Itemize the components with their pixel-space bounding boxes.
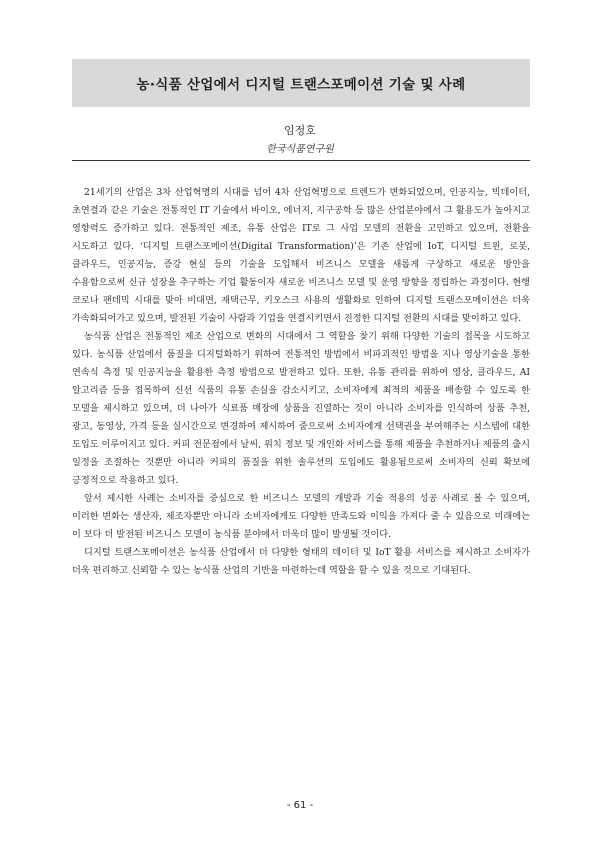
paragraph: 앞서 제시한 사례는 소비자를 중심으로 한 비즈니스 모델의 개발과 기술 적용의 성공 사례로 볼 수 있으며, 이러한 변화는 생산자, 제조자뿐만 아니라 소비자에게도 다양한 만족도와 이익을 가져다 줄 수 있음으로 미래에는 이 보다 더 발전된 비즈니스 모델이 농식품 분야에서 더욱더 많이 발생될 것이다. bbox=[72, 493, 530, 540]
paragraph: 21세기의 산업은 3차 산업혁명의 시대를 넘어 4차 산업혁명으로 트렌드가 변화되었으며, 인공지능, 빅데이터, 초연결과 같은 기술은 전통적인 IT 기술에서 바이오, 에너지, 지구공학 등 많은 산업분야에서 그 활용도가 높아지고 영향력도 증가하고 있다. 전통적인 제조, 유통 산업은 IT로 그 사업 모델의 전환을 고민하고 있으며, 전환을 시도하고 있다. ‘디지털 트랜스포메이션(Digital Transformation)’은 기존 산업에 IoT, 디지털 트윈, 로봇, 클라우드, 인공지능, 증강 현실 등의 기술을 도입해서 비즈니스 모델을 새롭게 구상하고 새로운 방안을 수용함으로써 신규 성장을 추구하는 기업 활동이자 새로운 비즈니스 모델 및 운영 방향을 정립하는 과정이다. 현행 코로나 팬데믹 시대를 맞아 비대면, 재택근무, 키오스크 사용의 생활화로 인하여 디지털 트랜스포메이션은 더욱 가속화되어가고 있으며, 발전된 기술이 사람과 기업을 연결시키면서 진정한 디지털 전환의 시대를 맞이하고 있다. bbox=[72, 187, 530, 324]
page-title: 농·식품 산업에서 디지털 트랜스포메이션 기술 및 사례 bbox=[136, 77, 466, 93]
article-body bbox=[72, 184, 530, 580]
author-name: 임정호 bbox=[284, 124, 316, 137]
page-number: - 61 - bbox=[286, 800, 314, 811]
paragraph: 디지털 트랜스포메이션은 농식품 산업에서 더 다양한 형태의 데이터 및 IoT 활용 서비스를 제시하고 소비자가 더욱 편리하고 신뢰할 수 있는 농식품 산업의 기반을 마련하는데 역할을 할 수 있을 것으로 기대된다. bbox=[72, 547, 530, 576]
author-affiliation: 한국식품연구원 bbox=[266, 144, 334, 155]
title-banner bbox=[72, 59, 530, 107]
header-divider bbox=[72, 160, 530, 161]
paragraph: 농식품 산업은 전통적인 제조 산업으로 변화의 시대에서 그 역할을 찾기 위해 다양한 기술의 접목을 시도하고 있다. 농식품 산업에서 품질을 디지털화하기 위하여 전통적인 방법에서 비파괴적인 방법을 지나 영상기술을 통한 연속식 측정 및 인공지능을 활용한 측정 방법으로 발전하고 있다. 또한, 유통 관리를 위하여 영상, 클라우드, AI 알고리즘 등을 접목하여 신선 식품의 유통 손실을 감소시키고, 소비자에게 최적의 제품을 배송할 수 있도록 한 모델을 제시하고 있으며, 더 나아가 식료품 매장에 상품을 진열하는 것이 아니라 소비자를 인식하여 상품 추천, 광고, 동영상, 가격 등을 실시간으로 변경하여 제시하여 줌으로써 소비자에게 선택권을 부여해주는 시스템에 대한 도입도 이루어지고 있다. 커피 전문점에서 날씨, 위치 정보 및 개인화 서비스를 통해 제품을 추천하거나 제품의 출시 일정을 조절하는 것뿐만 아니라 커피의 품질을 위한 솔루션의 도입에도 활용됨으로써 소비자의 신뢰 확보에 긍정적으로 작용하고 있다. bbox=[72, 331, 530, 486]
